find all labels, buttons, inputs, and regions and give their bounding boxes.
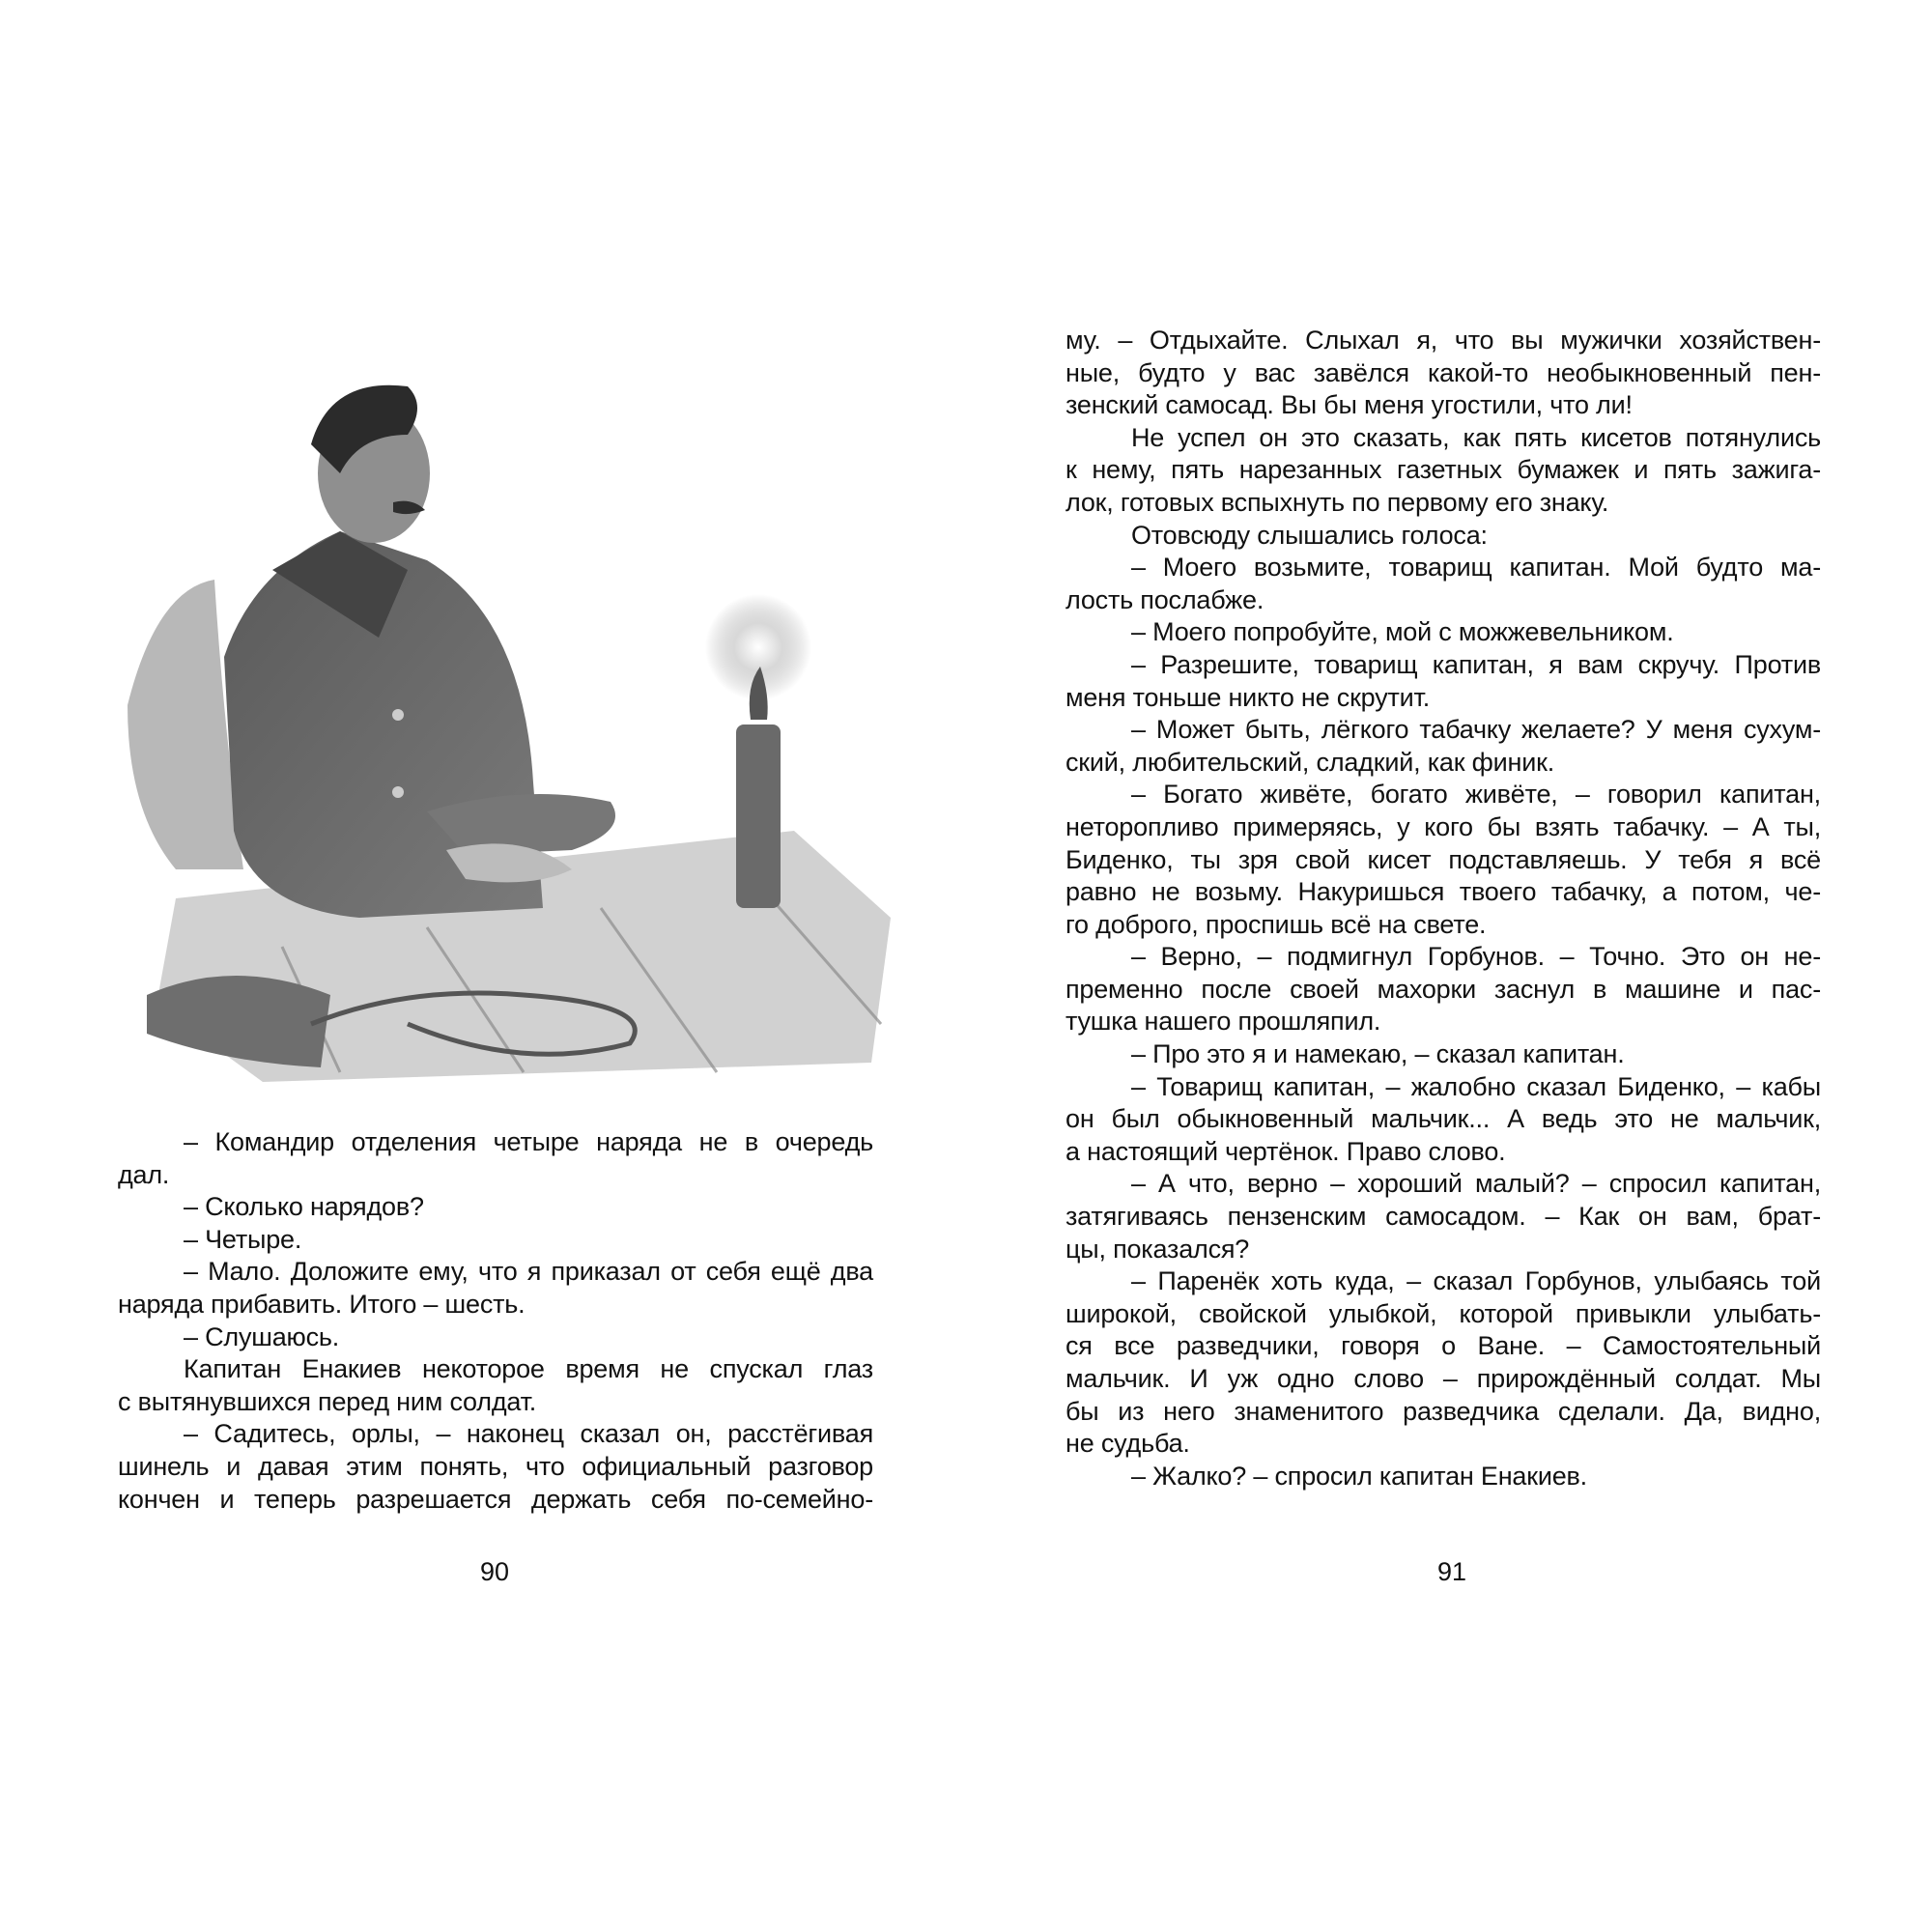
text-line: лость послабже. xyxy=(1065,584,1264,614)
text-line: – Мало. Доложите ему, что я приказал от себя ещё два xyxy=(184,1257,873,1287)
text-line: – Про это я и намекаю, – сказал капитан. xyxy=(1131,1039,1625,1069)
text-line: шинель и давая этим понять, что официальный разговор xyxy=(118,1451,873,1481)
text-line: – Жалко? – спросил капитан Енакиев. xyxy=(1131,1461,1587,1491)
text-line: к нему, пять нарезанных газетных бумажек и пять зажига- xyxy=(1065,455,1821,485)
text-line: – Сколько нарядов? xyxy=(184,1192,424,1222)
left-page-text xyxy=(118,1126,873,1516)
text-line: му. – Отдыхайте. Слыхал я, что вы мужички хозяйствен- xyxy=(1065,326,1821,355)
text-line: наряда прибавить. Итого – шесть. xyxy=(118,1289,526,1319)
text-line: бы из него знаменитого разведчика сделали. Да, видно, xyxy=(1065,1396,1821,1426)
text-line: пременно после своей махорки заснул в машине и пас- xyxy=(1065,974,1821,1004)
text-line: го доброго, проспишь всё на свете. xyxy=(1065,909,1487,939)
text-line: – Может быть, лёгкого табачку желаете? У меня сухум- xyxy=(1131,715,1821,745)
text-line: – Товарищ капитан, – жалобно сказал Биденко, – кабы xyxy=(1131,1071,1821,1101)
text-line: кончен и теперь разрешается держать себя по-семейно- xyxy=(118,1484,873,1514)
text-line: широкой, свойской улыбкой, которой привыкли улыбать- xyxy=(1065,1298,1821,1328)
text-line: Капитан Енакиев некоторое время не спускал глаз xyxy=(184,1354,873,1384)
text-line: равно не возьму. Накуришься твоего табачку, а потом, че- xyxy=(1065,877,1821,907)
text-line: затягиваясь пензенским самосадом. – Как он вам, брат- xyxy=(1065,1202,1821,1232)
text-line: а настоящий чертёнок. Право слово. xyxy=(1065,1136,1506,1166)
illustration-svg xyxy=(118,328,910,1082)
text-line: – Богато живёте, богато живёте, – говорил капитан, xyxy=(1131,780,1821,810)
text-line: – Четыре. xyxy=(184,1224,302,1254)
shell-casing-lamp xyxy=(736,724,781,908)
text-line: – Слушаюсь. xyxy=(184,1321,340,1351)
text-line: он был обыкновенный мальчик... А ведь это не мальчик, xyxy=(1065,1104,1821,1134)
text-line: – Моего возьмите, товарищ капитан. Мой будто ма- xyxy=(1131,553,1821,582)
text-line: лок, готовых вспыхнуть по первому его знаку. xyxy=(1065,487,1609,517)
text-line: ные, будто у вас завёлся какой-то необыкновенный пен- xyxy=(1065,357,1821,387)
background-shadow xyxy=(128,580,243,869)
text-line: зенский самосад. Вы бы меня угостили, что ли! xyxy=(1065,390,1633,420)
text-line: – Садитесь, орлы, – наконец сказал он, расстёгивая xyxy=(184,1419,873,1449)
right-page xyxy=(966,0,1932,1932)
text-line: – Разрешите, товарищ капитан, я вам скручу. Против xyxy=(1131,649,1821,679)
page-number-left: 90 xyxy=(479,1557,510,1586)
text-line: – Моего попробуйте, мой с можжевельником. xyxy=(1131,617,1674,647)
text-line: дал. xyxy=(118,1159,170,1189)
illustration-officer-at-table xyxy=(118,328,910,1082)
text-line: Отовсюду слышались голоса: xyxy=(1131,520,1488,550)
text-line: Биденко, ты зря свой кисет подставляешь. У тебя я всё xyxy=(1065,844,1821,874)
text-line: ся все разведчики, говоря о Ване. – Самостоятельный xyxy=(1065,1331,1821,1361)
text-line: Не успел он это сказать, как пять кисетов потянулись xyxy=(1131,422,1821,452)
page-number-right: 91 xyxy=(1436,1557,1467,1586)
text-line: цы, показался? xyxy=(1065,1234,1250,1264)
right-page-text xyxy=(1065,325,1821,1492)
text-line: – А что, верно – хороший малый? – спросил капитан, xyxy=(1131,1169,1821,1199)
text-line: меня тоньше никто не скрутит. xyxy=(1065,682,1431,712)
text-line: ский, любительский, сладкий, как финик. xyxy=(1065,747,1555,777)
text-line: не судьба. xyxy=(1065,1429,1190,1459)
text-line: неторопливо примеряясь, у кого бы взять табачку. – А ты, xyxy=(1065,811,1821,841)
text-line: – Командир отделения четыре наряда не в очередь xyxy=(184,1127,873,1156)
text-line: – Паренёк хоть куда, – сказал Горбунов, улыбаясь той xyxy=(1131,1266,1821,1296)
map-case xyxy=(147,976,330,1067)
text-line: мальчик. И уж одно слово – прирождённый солдат. Мы xyxy=(1065,1364,1821,1393)
text-line: – Верно, – подмигнул Горбунов. – Точно. Это он не- xyxy=(1131,942,1821,972)
text-line: тушка нашего прошляпил. xyxy=(1065,1007,1381,1037)
text-line: с вытянувшихся перед ним солдат. xyxy=(118,1386,537,1416)
